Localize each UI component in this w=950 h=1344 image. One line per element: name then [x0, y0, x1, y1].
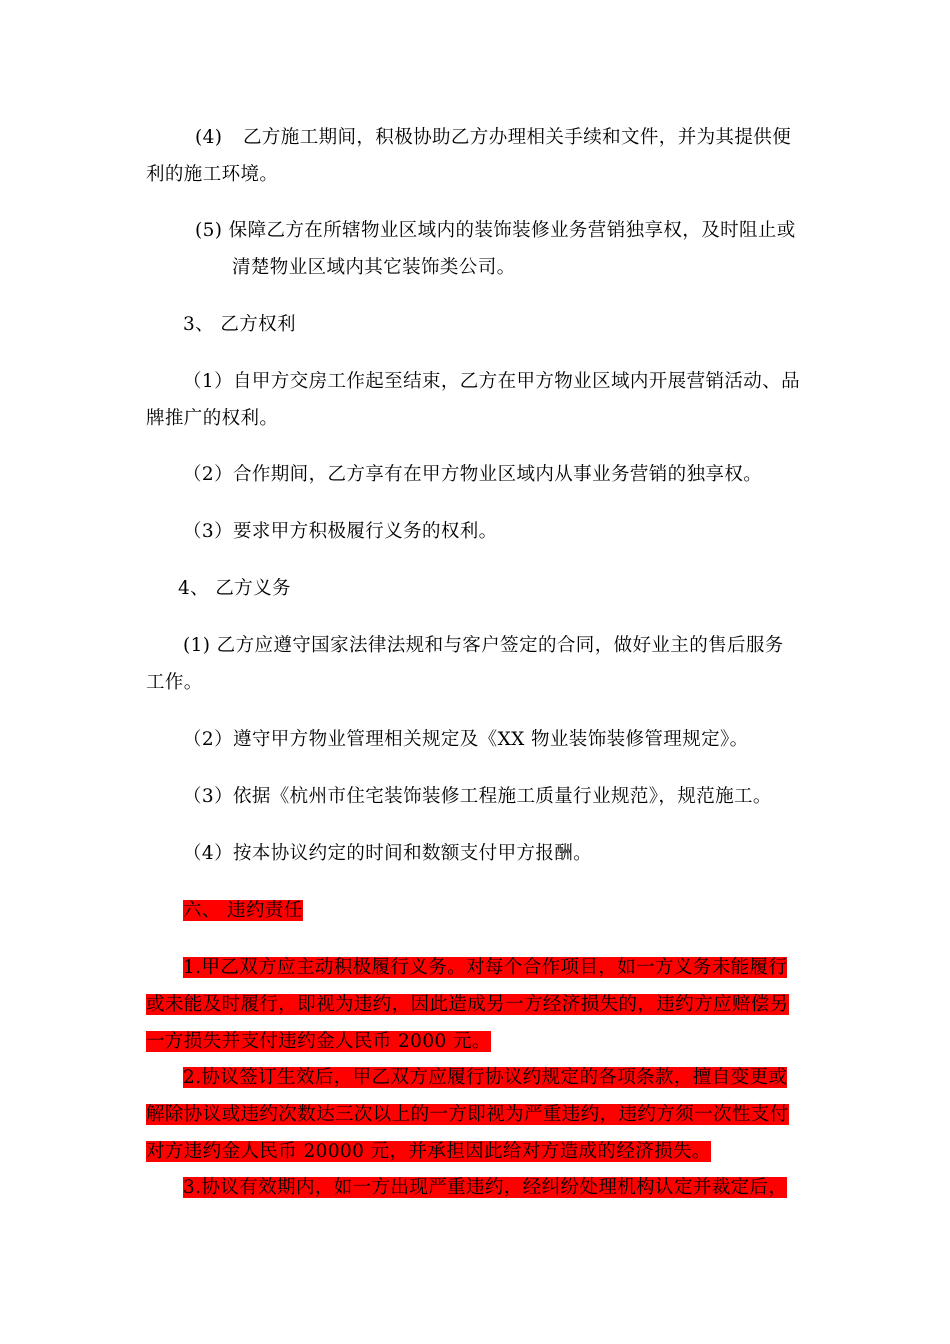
obligation-1-line-2: 工作。 — [146, 672, 203, 693]
clause-4-number: (4) — [195, 127, 223, 148]
right-1-line-1: （1）自甲方交房工作起至结束，乙方在甲方物业区域内开展营销活动、品 — [183, 371, 800, 392]
breach-2-line-1-text: 2.协议签订生效后，甲乙双方应履行协议约规定的各项条款，擅自变更或 — [183, 1067, 788, 1088]
breach-2-line-2 — [146, 1103, 789, 1127]
breach-2-line-3-text: 对方违约金人民币 20000 元，并承担因此给对方造成的经济损失。 — [146, 1141, 711, 1162]
right-2: （2）合作期间，乙方享有在甲方物业区域内从事业务营销的独享权。 — [183, 464, 763, 485]
breach-2-line-3 — [146, 1140, 711, 1164]
obligation-2: （2）遵守甲方物业管理相关规定及《XX 物业装饰装修管理规定》。 — [183, 729, 749, 750]
right-1-line-2: 牌推广的权利。 — [146, 408, 279, 429]
obligation-1-line-1: (1) 乙方应遵守国家法律法规和与客户签定的合同，做好业主的售后服务 — [183, 635, 784, 656]
section-4-heading: 4、 乙方义务 — [178, 578, 291, 599]
right-3: （3）要求甲方积极履行义务的权利。 — [183, 521, 498, 542]
clause-4-line-2: 利的施工环境。 — [146, 164, 279, 185]
clause-5-line-2: 清楚物业区域内其它装饰类公司。 — [232, 257, 516, 278]
section-6-heading — [183, 899, 303, 923]
breach-1-line-2-text: 或未能及时履行，即视为违约，因此造成另一方经济损失的，违约方应赔偿另 — [146, 994, 789, 1015]
breach-1-line-3-text: 一方损失并支付违约金人民币 2000 元。 — [146, 1031, 491, 1052]
clause-5-line-1: (5) 保障乙方在所辖物业区域内的装饰装修业务营销独享权，及时阻止或 — [195, 220, 796, 241]
breach-3-line-1-text: 3.协议有效期内，如一方出现严重违约，经纠纷处理机构认定并裁定后， — [183, 1177, 788, 1198]
breach-1-line-2 — [146, 993, 789, 1017]
breach-3-line-1 — [183, 1176, 787, 1200]
clause-4-line-1: 乙方施工期间，积极协助乙方办理相关手续和文件，并为其提供便 — [243, 127, 792, 148]
breach-1-line-3 — [146, 1030, 491, 1054]
section-6-heading-text: 六、 违约责任 — [183, 900, 303, 921]
obligation-3: （3）依据《杭州市住宅装饰装修工程施工质量行业规范》，规范施工。 — [183, 786, 772, 807]
breach-1-line-1 — [183, 956, 787, 980]
obligation-4: （4）按本协议约定的时间和数额支付甲方报酬。 — [183, 843, 593, 864]
breach-1-line-1-text: 1.甲乙双方应主动积极履行义务。对每个合作项目，如一方义务未能履行 — [183, 957, 788, 978]
breach-2-line-2-text: 解除协议或违约次数达三次以上的一方即视为严重违约，违约方须一次性支付 — [146, 1104, 789, 1125]
section-3-heading: 3、 乙方权利 — [183, 314, 296, 335]
breach-2-line-1 — [183, 1066, 787, 1090]
